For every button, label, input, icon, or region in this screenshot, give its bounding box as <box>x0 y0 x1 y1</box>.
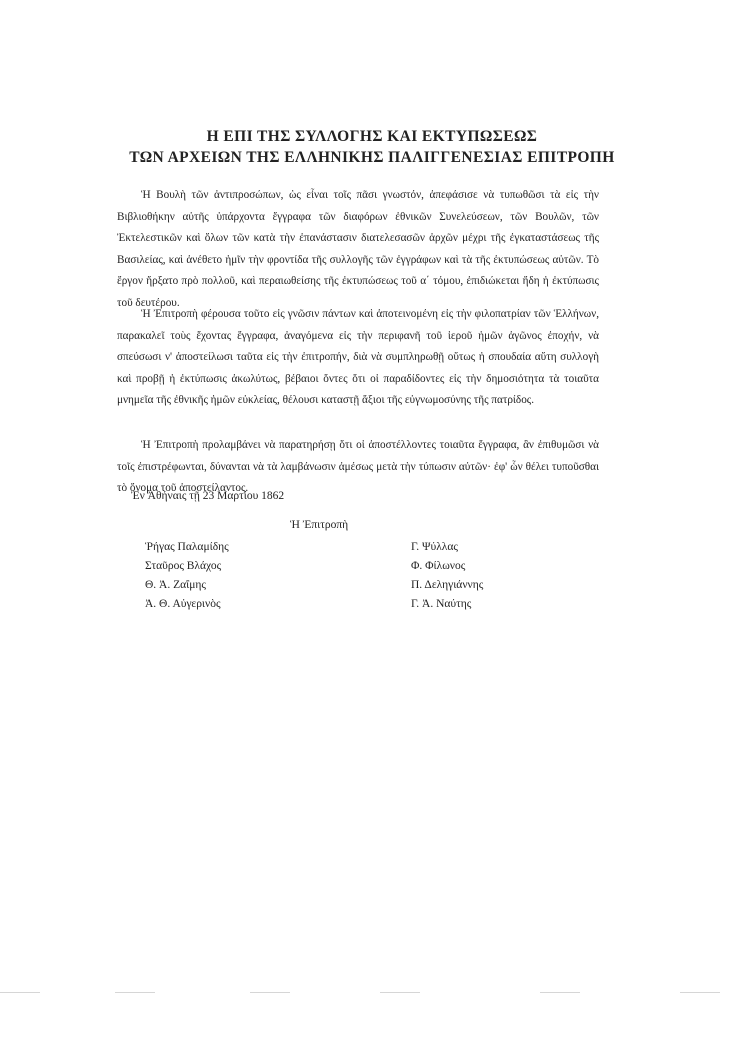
paragraph-3: Ἡ Ἐπιτροπὴ προλαμβάνει νὰ παρατηρήσῃ ὅτι οἱ ἀποστέλλοντες τοιαῦτα ἔγγραφα, ἂν ἐπιθυμῶσι νὰ τοῖς ἐπιστρέφωνται, δύνανται νὰ τὰ λαμβάνωσιν ἀμέσως μετὰ τὴν τύπωσιν αὐτῶν· ἐφ' ὧν θέλει τυποῦσθαι τὸ ὄνομα τοῦ ἀποστείλαντος. <box>117 439 599 494</box>
scan-edge-mark <box>115 992 155 993</box>
paragraph-1: Ἡ Βουλὴ τῶν ἀντιπροσώπων, ὡς εἶναι τοῖς πᾶσι γνωστόν, ἀπεφάσισε νὰ τυπωθῶσι τὰ εἰς τὴν Βιβλιοθήκην αὐτῆς ὑπάρχοντα ἔγγραφα τῶν διαφόρων ἐθνικῶν Συνελεύσεων, τῶν Βουλῶν, τῶν Ἐκτελεστικῶν καὶ ὅλων τῶν κατὰ τὴν ἐπανάστασιν διατελεσασῶν ἀρχῶν μέχρι τῆς ἐγκαταστάσεως τῆς Βασιλείας, καὶ ἀνέθετο ἡμῖν τὴν φροντίδα τῆς συλλογῆς τῶν ἐγγράφων καὶ τὰ τῆς ἐκτυπώσεως αὐτῶν. Τὸ ἔργον ἤρξατο πρὸ πολλοῦ, καὶ περαιωθείσης τῆς ἐκτυπώσεως τοῦ α΄ τόμου, ἐπιδιώκεται ἤδη ἡ ἐκτύπωσις τοῦ δευτέρου. <box>117 189 599 309</box>
title-line-1: Η ΕΠΙ ΤΗΣ ΣΥΛΛΟΓΗΣ ΚΑΙ ΕΚΤΥΠΩΣΕΩΣ <box>206 128 538 145</box>
signatory-right-2: Φ. Φίλωνος <box>411 560 466 572</box>
signatory-left-2: Σταῦρος Βλάχος <box>145 560 222 572</box>
scan-edge-mark <box>380 992 420 993</box>
title-line-2: ΤΩΝ ΑΡΧΕΙΩΝ ΤΗΣ ΕΛΛΗΝΙΚΗΣ ΠΑΛΙΓΓΕΝΕΣΙΑΣ ΕΠΙΤΡΟΠΗ <box>129 149 615 166</box>
scan-edge-mark <box>680 992 720 993</box>
dateline: Ἐν Ἀθήναις τῇ 23 Μαρτίου 1862 <box>131 490 285 502</box>
signatory-left-4: Ἀ. Θ. Αὐγερινὸς <box>145 598 221 610</box>
scan-edge-mark <box>250 992 290 993</box>
scan-edge-mark <box>0 992 40 993</box>
signatory-left-1: Ῥήγας Παλαμίδης <box>145 541 229 553</box>
signatory-right-4: Γ. Ἀ. Ναύτης <box>411 598 472 610</box>
signatory-left-3: Θ. Ἀ. Ζαΐμης <box>145 579 206 591</box>
signatory-right-1: Γ. Ψύλλας <box>411 541 458 553</box>
signatory-right-3: Π. Δεληγιάννης <box>411 579 484 591</box>
committee-label: Ἡ Ἐπιτροπὴ <box>290 519 349 531</box>
scan-edge-mark <box>540 992 580 993</box>
paragraph-2: Ἡ Ἐπιτροπὴ φέρουσα τοῦτο εἰς γνῶσιν πάντων καὶ ἀποτεινομένη εἰς τὴν φιλοπατρίαν τῶν Ἑλλήνων, παρακαλεῖ τοὺς ἔχοντας ἔγγραφα, ἀναγόμενα εἰς τὴν περιφανῆ τοῦ ἱεροῦ ἡμῶν ἀγῶνος ἐποχήν, νὰ σπεύσωσι ν' ἀποστείλωσι ταῦτα εἰς τὴν ἐπιτροπήν, διὰ νὰ συμπληρωθῇ οὕτως ἡ σπουδαία αὕτη συλλογὴ καὶ προβῇ ἡ ἐκτύπωσις ἀκωλύτως, βέβαιοι ὄντες ὅτι οἱ παραδίδοντες εἰς τὴν δημοσιότητα τὰ τοιαῦτα μνημεῖα τῆς ἐθνικῆς ἡμῶν εὐκλείας, θέλουσι καταστῇ ἄξιοι τῆς εὐγνωμοσύνης τῆς πατρίδος. <box>117 308 599 406</box>
